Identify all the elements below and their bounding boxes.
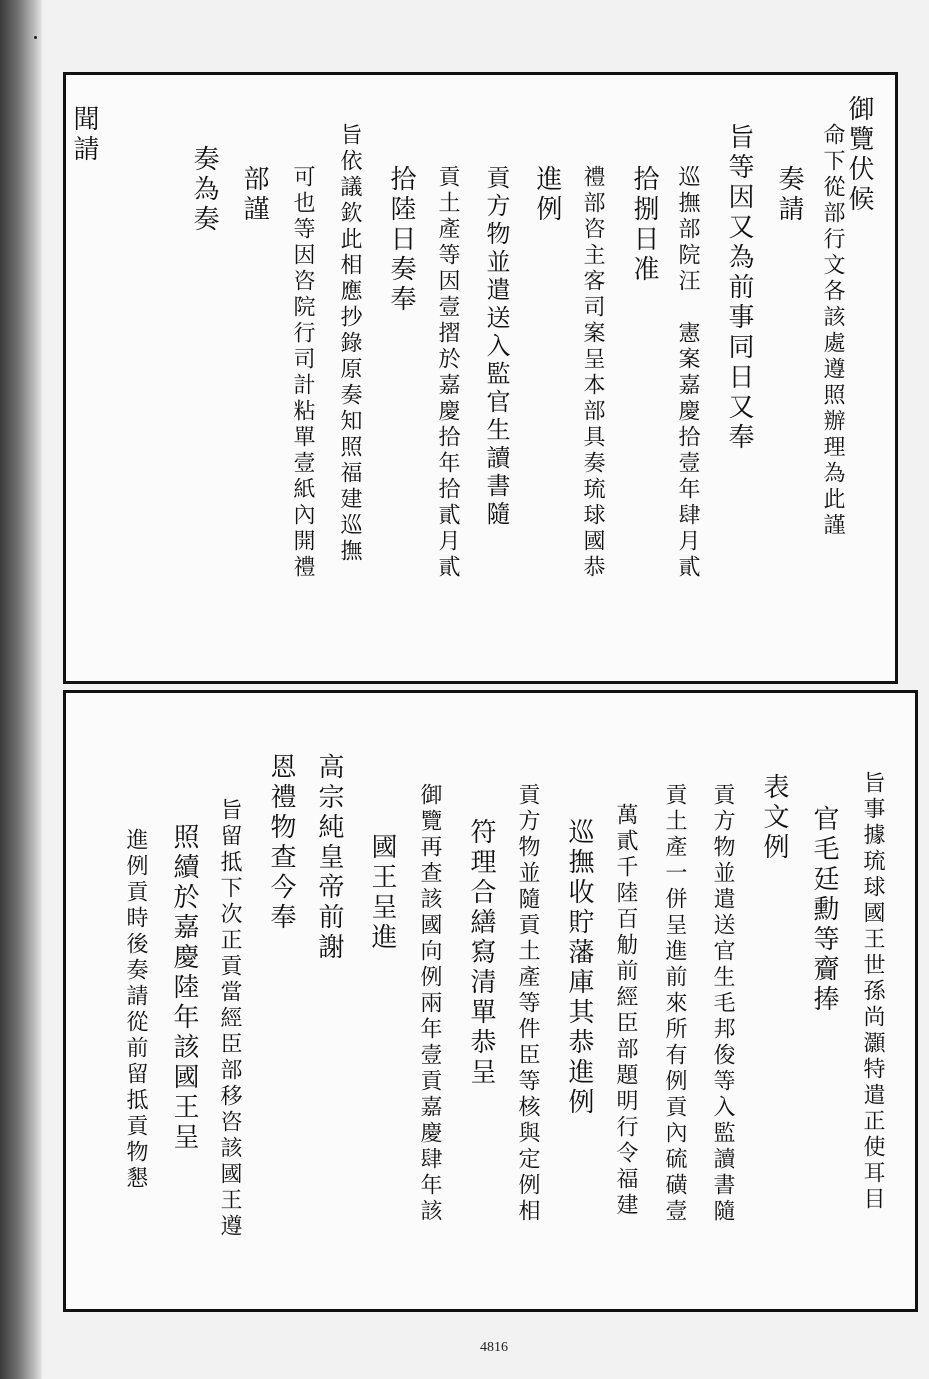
text-column: 貢方物並遣送入監官生讀書隨	[482, 165, 510, 529]
text-column: 進例貢時後奏請從前留抵貢物懇	[123, 828, 148, 1192]
text-column: 進例	[532, 165, 562, 225]
text-column: 高宗純皇帝前謝	[314, 753, 344, 963]
text-column: 萬貳千陸百觔前經臣部題明行令福建	[613, 803, 638, 1219]
text-column: 旨等因又為前事同日又奉	[724, 123, 754, 453]
text-column: 旨事據琉球國王世孫尚灝特遣正使耳目	[860, 771, 885, 1213]
text-column: 旨留抵下次正貢當經臣部移咨該國王遵	[217, 798, 242, 1240]
text-column: 聞請	[69, 105, 99, 165]
text-column: 貢方物並遣送官生毛邦俊等入監讀書隨	[710, 783, 735, 1225]
text-column: 旨依議欽此相應抄錄原奏知照福建巡撫	[337, 123, 362, 565]
top-document-panel	[63, 72, 898, 684]
text-column: 恩禮物查今奉	[266, 753, 296, 933]
scan-speck	[34, 36, 37, 39]
text-column: 奏為奏	[189, 145, 219, 235]
bottom-document-panel	[63, 690, 918, 1312]
text-column: 可也等因咨院行司計粘單壹紙內開禮	[290, 165, 315, 581]
page-number: 4816	[480, 1340, 508, 1355]
text-column: 貢土產一併呈進前來所有例貢內硫磺壹	[662, 783, 687, 1225]
text-column: 貢土產等因壹摺於嘉慶拾年拾貳月貳	[435, 165, 460, 581]
text-column: 符理合繕寫清單恭呈	[466, 818, 496, 1088]
book-spine-shadow	[0, 0, 42, 1379]
text-column: 巡撫收貯藩庫其恭進例	[564, 818, 594, 1118]
text-column: 拾捌日准	[629, 165, 659, 285]
text-column: 奏請	[774, 165, 804, 225]
text-column: 命下從部行文各該處遵照辦理為此謹	[820, 123, 845, 539]
text-column: 拾陸日奏奉	[386, 165, 416, 315]
text-column: 御覽再查該國向例兩年壹貢嘉慶肆年該	[417, 783, 442, 1225]
text-column: 御覽伏候	[844, 95, 874, 215]
text-column: 國王呈進	[367, 833, 397, 953]
text-column: 巡撫部院汪 憲案嘉慶拾壹年肆月貳	[675, 165, 700, 581]
text-column: 貢方物並隨貢土產等件臣等核與定例相	[515, 783, 540, 1225]
text-column: 表文例	[759, 773, 789, 863]
text-column: 官毛廷勳等齎捧	[809, 805, 839, 1015]
text-column: 部謹	[239, 165, 269, 225]
text-column: 照續於嘉慶陸年該國王呈	[169, 823, 199, 1153]
text-column: 禮部咨主客司案呈本部具奏琉球國恭	[580, 165, 605, 581]
